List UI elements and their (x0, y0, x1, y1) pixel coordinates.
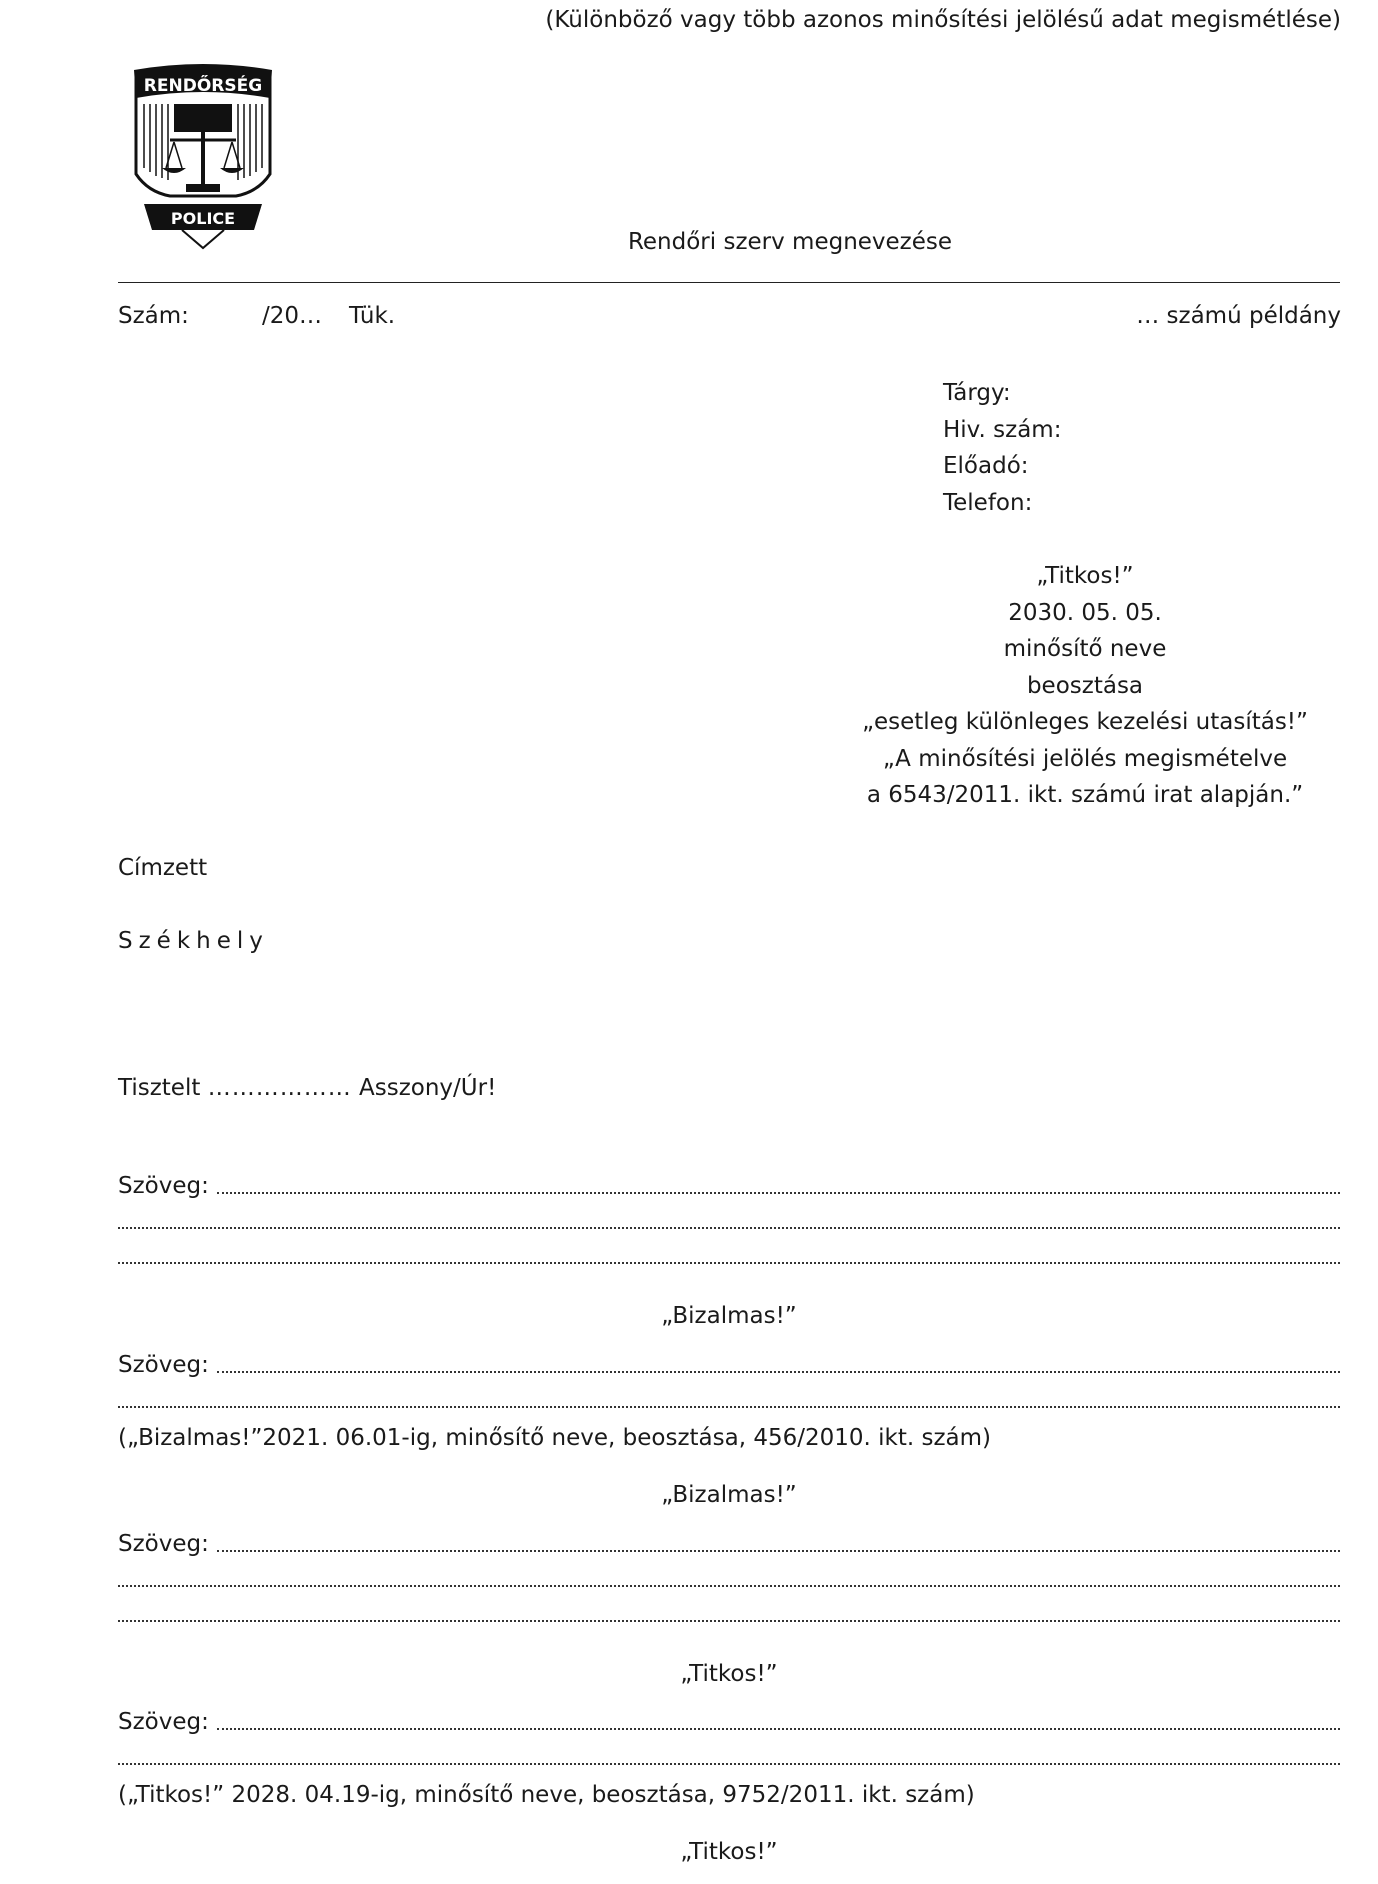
confidential-note: („Bizalmas!”2021. 06.01-ig, minősítő neve, beosztása, 456/2010. ikt. szám) (118, 1425, 992, 1451)
handling-instruction: „esetleg különleges kezelési utasítás!” (862, 709, 1308, 735)
rapporteur-label: Előadó: (943, 453, 1029, 479)
metadata-block (943, 375, 1061, 521)
secret-marking: „Titkos!” (680, 1661, 778, 1687)
text-label: Szöveg: (118, 1709, 209, 1735)
text-line (118, 1386, 1340, 1414)
police-badge-icon (130, 64, 276, 250)
classification-level: „Titkos!” (1036, 563, 1134, 589)
text-line (118, 1207, 1340, 1235)
header-note: (Különböző vagy több azonos minősítési jelölésű adat megismétlése) (545, 7, 1341, 33)
repeat-note-line-1: „A minősítési jelölés megismételve (882, 745, 1288, 772)
text-line (118, 1530, 1340, 1558)
text-line (118, 1351, 1340, 1379)
number-suffix: Tük. (349, 303, 396, 329)
salutation-suffix: Asszony/Úr! (359, 1075, 497, 1101)
text-line (118, 1743, 1340, 1771)
number-year: /20… (262, 303, 323, 329)
number-label: Szám: (118, 303, 189, 329)
subject-label: Tárgy: (943, 380, 1011, 406)
dotted-fill (217, 1371, 1340, 1373)
logo-bottom-text: POLICE (170, 209, 236, 228)
text-line (118, 1600, 1340, 1628)
logo-top-text: RENDŐRSÉG (143, 76, 263, 96)
text-label: Szöveg: (118, 1173, 209, 1199)
phone-label: Telefon: (943, 489, 1033, 516)
text-line (118, 1565, 1340, 1593)
copy-number: … számú példány (1136, 303, 1341, 329)
header-divider (118, 282, 1340, 283)
classifier-name: minősítő neve (1003, 636, 1167, 662)
dotted-fill (217, 1550, 1340, 1552)
dotted-fill (118, 1262, 1340, 1264)
seat: Székhely (118, 928, 269, 954)
dotted-fill (118, 1763, 1340, 1765)
classification-block (820, 558, 1350, 814)
salutation-prefix: Tisztelt (118, 1075, 201, 1101)
recipient: Címzett (118, 855, 208, 881)
dotted-fill (217, 1728, 1340, 1730)
reference-number-label: Hiv. szám: (943, 416, 1062, 443)
dotted-fill (118, 1585, 1340, 1587)
salutation-dots: ……………… (207, 1075, 352, 1101)
dotted-fill (118, 1227, 1340, 1229)
salutation (118, 1074, 496, 1102)
classifier-position: beosztása (1026, 672, 1144, 699)
text-label: Szöveg: (118, 1531, 209, 1557)
dotted-fill (217, 1192, 1340, 1194)
secret-note: („Titkos!” 2028. 04.19-ig, minősítő neve, beosztása, 9752/2011. ikt. szám) (118, 1782, 975, 1808)
text-label: Szöveg: (118, 1352, 209, 1378)
repeat-note-line-2: a 6543/2011. ikt. számú irat alapján.” (866, 782, 1304, 808)
text-line (118, 1172, 1340, 1200)
confidential-marking: „Bizalmas!” (661, 1482, 797, 1508)
dotted-fill (118, 1406, 1340, 1408)
secret-marking: „Titkos!” (680, 1839, 778, 1865)
text-line (118, 1242, 1340, 1270)
text-line (118, 1708, 1340, 1736)
dotted-fill (118, 1620, 1340, 1622)
classification-expiry: 2030. 05. 05. (1008, 599, 1162, 626)
organization-name: Rendőri szerv megnevezése (627, 229, 953, 255)
confidential-marking: „Bizalmas!” (661, 1303, 797, 1329)
